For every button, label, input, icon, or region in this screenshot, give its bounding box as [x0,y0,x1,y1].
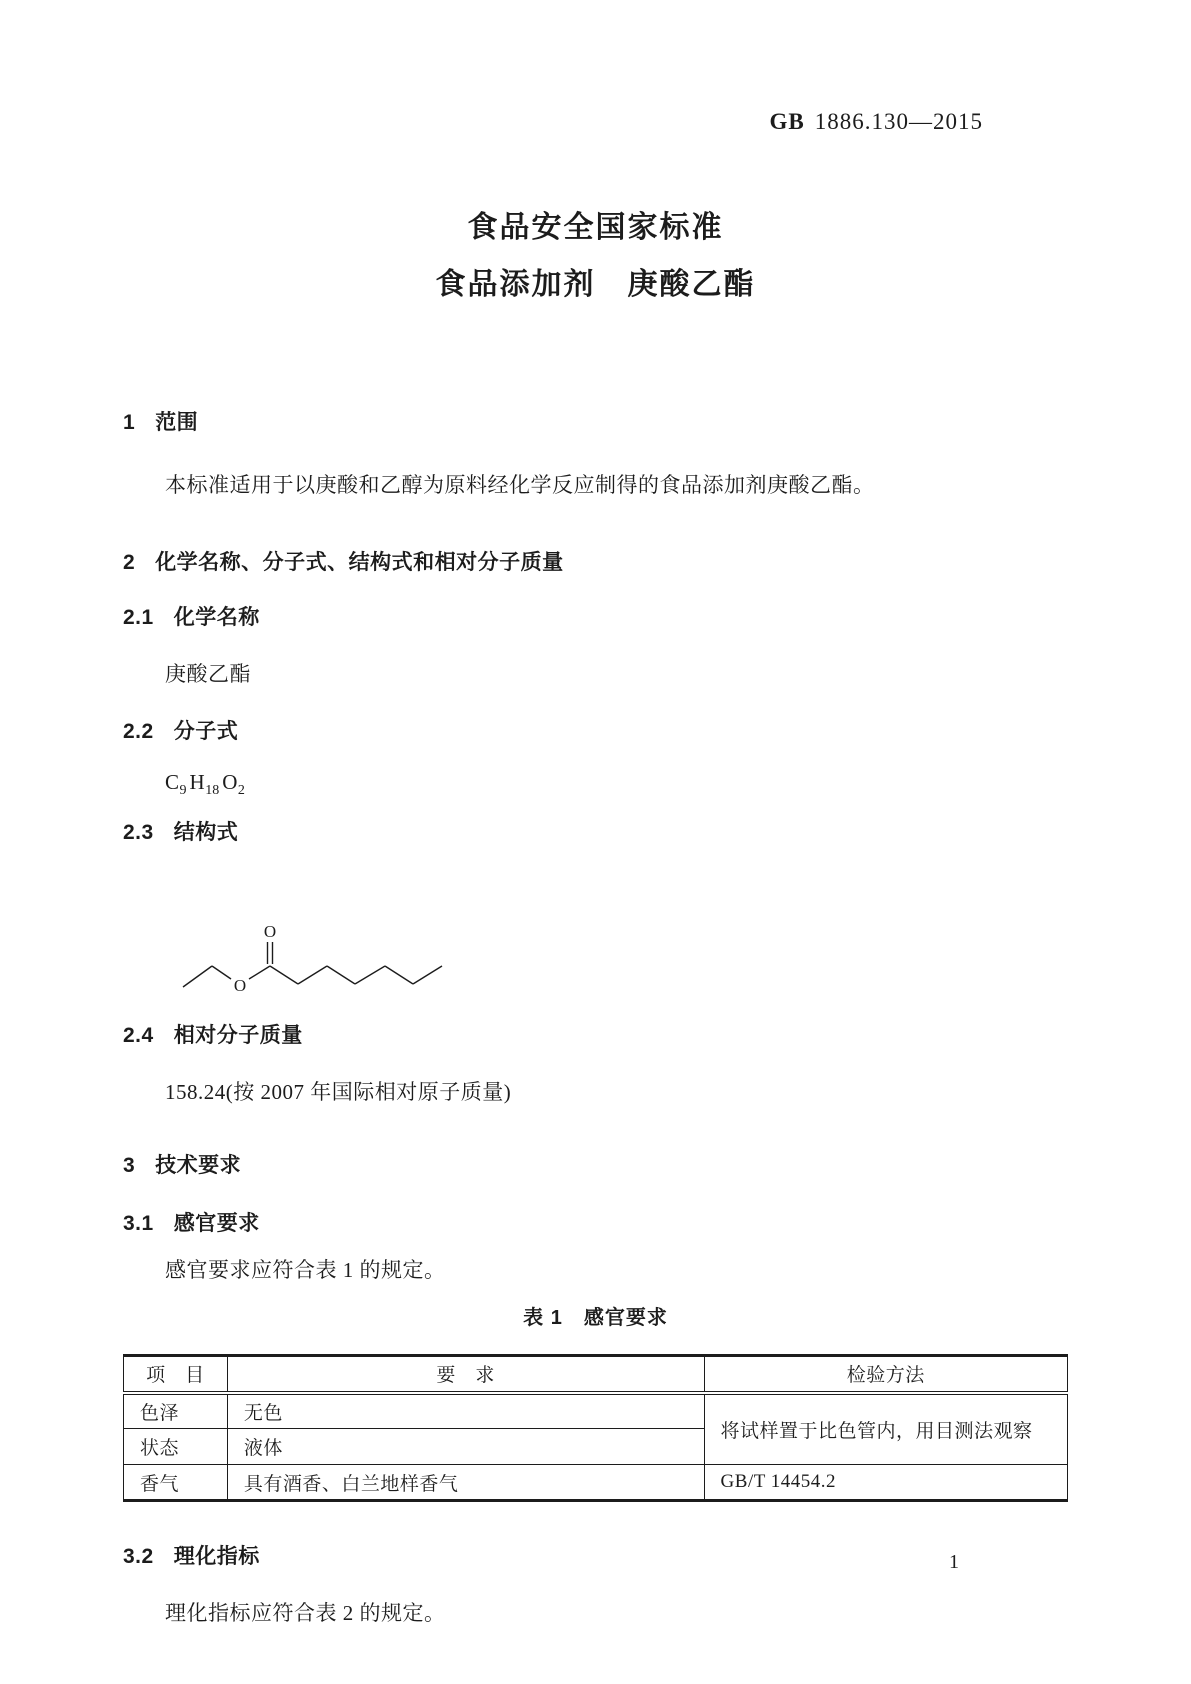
section-1-paragraph: 本标准适用于以庚酸和乙醇为原料经化学反应制得的食品添加剂庚酸乙酯。 [165,473,875,497]
section-2-title: 化学名称、分子式、结构式和相对分子质量 [155,551,564,574]
page-subtitle: 食品添加剂 庚酸乙酯 [435,268,756,301]
table-header-method: 检验方法 [704,1356,1067,1393]
section-3-2-paragraph: 理化指标应符合表 2 的规定。 [165,1601,446,1625]
ester-oxygen-label: O [233,976,247,995]
cell-requirement-color: 无色 [227,1393,704,1429]
structural-formula [172,915,1068,1003]
structural-formula-svg [172,915,462,1003]
section-2-1-title: 化学名称 [173,606,260,629]
section-2-2-number: 2.2 [123,720,154,743]
section-3-2-title: 理化指标 [173,1545,260,1568]
table-row [124,1465,1068,1501]
section-2-4-number: 2.4 [123,1024,154,1047]
section-3-1-heading [123,1213,1068,1234]
section-3-2-heading [123,1546,1068,1567]
formula-element-h: H [189,770,206,794]
formula-subscript-9: 9 [179,783,187,798]
cell-requirement-state: 液体 [227,1429,704,1465]
formula-element-o: O [222,770,238,794]
section-3-1-number: 3.1 [123,1212,154,1235]
section-2-3-number: 2.3 [123,821,154,844]
carbonyl-oxygen-label: O [263,922,277,941]
page-number: 1 [949,1551,959,1573]
section-1-heading [123,412,1068,433]
section-3-2-number: 3.2 [123,1545,154,1568]
table-header-requirement: 要 求 [227,1356,704,1393]
section-3-number: 3 [123,1154,136,1177]
section-2-number: 2 [123,551,136,574]
cell-method-visual: 将试样置于比色管内，用目测法观察 [704,1393,1067,1465]
formula-subscript-18: 18 [205,783,220,798]
molecular-formula [165,772,1068,798]
formula-element-c: C [165,770,180,794]
cell-item-aroma: 香气 [124,1465,228,1501]
section-2-3-heading [123,822,1068,843]
standard-code-number: 1886.130—2015 [814,109,983,134]
table-1-caption: 表 1 感官要求 [523,1307,668,1329]
section-2-3-title: 结构式 [173,821,239,844]
standard-code [123,110,1068,133]
section-3-title: 技术要求 [155,1154,242,1177]
section-1-title: 范围 [155,411,199,434]
cell-item-state: 状态 [124,1429,228,1465]
table-header-item: 项 目 [124,1356,228,1393]
section-3-1-paragraph: 感官要求应符合表 1 的规定。 [165,1258,446,1282]
section-3-heading [123,1155,1068,1176]
section-2-4-title: 相对分子质量 [173,1024,303,1047]
chemical-name: 庚酸乙酯 [165,662,251,686]
table-header-row [124,1356,1068,1393]
section-2-2-title: 分子式 [173,720,239,743]
section-1-number: 1 [123,411,136,434]
cell-item-color: 色泽 [124,1393,228,1429]
molecular-weight: 158.24(按 2007 年国际相对原子质量) [165,1080,512,1104]
section-2-heading [123,552,1068,573]
cell-requirement-aroma: 具有酒香、白兰地样香气 [227,1465,704,1501]
page-title: 食品安全国家标准 [467,211,724,244]
section-3-1-title: 感官要求 [173,1212,260,1235]
section-2-4-heading [123,1025,1068,1046]
formula-subscript-2: 2 [237,783,245,798]
standard-code-prefix: GB [769,109,805,134]
table-row [124,1393,1068,1429]
section-2-1-number: 2.1 [123,606,154,629]
section-2-1-heading [123,607,1068,628]
cell-method-aroma: GB/T 14454.2 [704,1465,1067,1501]
sensory-requirements-table [123,1354,1068,1502]
section-2-2-heading [123,721,1068,742]
